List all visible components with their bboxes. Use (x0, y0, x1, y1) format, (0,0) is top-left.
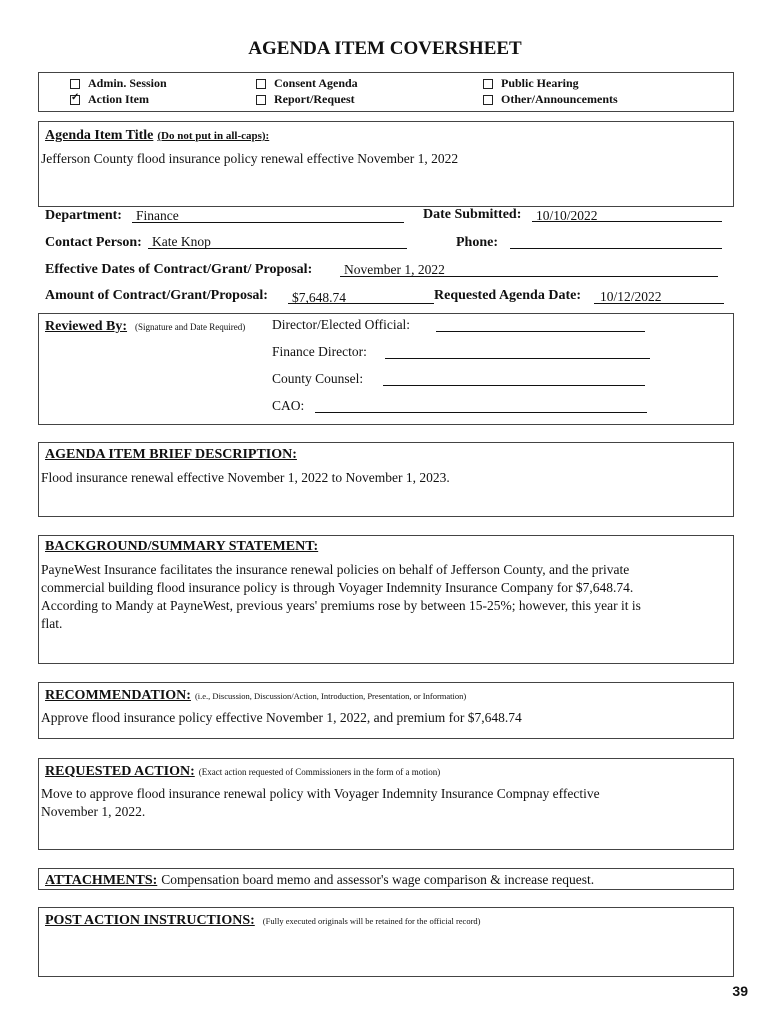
checkbox-icon[interactable] (256, 79, 266, 89)
phone-label: Phone: (456, 235, 498, 250)
agenda-title-heading (45, 126, 269, 144)
reviewed-by-heading (45, 317, 245, 335)
requested-date-label: Requested Agenda Date: (434, 288, 581, 303)
director-label: Director/Elected Official: (272, 317, 411, 332)
checkbox-action-item[interactable] (70, 92, 149, 107)
department-value[interactable]: Finance (136, 208, 179, 223)
checked-checkbox-icon[interactable] (70, 95, 80, 105)
page-number: 39 (732, 983, 748, 999)
reviewed-by-label: Reviewed By: (45, 319, 128, 334)
brief-description-text[interactable]: Flood insurance renewal effective November 1, 2022 to November 1, 2023. (41, 470, 450, 485)
attachments-row (45, 871, 594, 889)
post-action-label: POST ACTION INSTRUCTIONS: (45, 913, 255, 928)
background-line: flat. (41, 616, 63, 631)
effective-dates-label: Effective Dates of Contract/Grant/ Proposal: (45, 262, 313, 277)
background-line: commercial building flood insurance policy is through Voyager Indemnity Insurance Company for $7,648.74. (41, 580, 634, 595)
director-signature-line[interactable] (436, 316, 645, 332)
cao-signature-line[interactable] (315, 397, 647, 413)
checkbox-label: Action Item (88, 92, 149, 106)
requested-action-heading (45, 762, 440, 780)
checkbox-public-hearing[interactable] (483, 76, 579, 91)
requested-action-note: (Exact action requested of Commissioners in the form of a motion) (198, 767, 441, 777)
department-label: Department: (45, 208, 122, 223)
finance-director-signature-line[interactable] (385, 343, 650, 359)
requested-action-line: November 1, 2022. (41, 804, 146, 819)
requested-action-line: Move to approve flood insurance renewal policy with Voyager Indemnity Insurance Compnay effective (41, 786, 600, 801)
checkbox-icon[interactable] (483, 79, 493, 89)
background-line: According to Mandy at PayneWest, previous years' premiums rose by between 15-25%; however, this year it is (41, 598, 641, 613)
checkbox-label: Public Hearing (501, 76, 579, 90)
requested-action-label: REQUESTED ACTION: (45, 764, 195, 779)
post-action-heading (45, 911, 481, 929)
checkbox-icon[interactable] (483, 95, 493, 105)
county-counsel-label: County Counsel: (272, 371, 364, 386)
contact-person-value[interactable]: Kate Knop (152, 234, 211, 249)
checkbox-other-announcements[interactable] (483, 92, 618, 107)
attachments-text[interactable]: Compensation board memo and assessor's wage comparison & increase request. (161, 872, 595, 887)
requested-action-text[interactable] (41, 785, 600, 821)
recommendation-text[interactable]: Approve flood insurance policy effective November 1, 2022, and premium for $7,648.74 (41, 710, 522, 725)
post-action-note: (Fully executed originals will be retained for the official record) (262, 916, 481, 926)
attachments-label: ATTACHMENTS: (45, 873, 158, 888)
brief-description-label: AGENDA ITEM BRIEF DESCRIPTION: (45, 447, 297, 462)
page-title: AGENDA ITEM COVERSHEET (248, 38, 522, 59)
recommendation-note: (i.e., Discussion, Discussion/Action, Introduction, Presentation, or Information) (194, 691, 467, 701)
amount-label: Amount of Contract/Grant/Proposal: (45, 288, 268, 303)
agenda-title-label: Agenda Item Title (45, 128, 154, 143)
checkbox-admin-session[interactable] (70, 76, 167, 91)
background-label: BACKGROUND/SUMMARY STATEMENT: (45, 539, 319, 554)
checkbox-report-request[interactable] (256, 92, 355, 107)
checkbox-icon[interactable] (256, 95, 266, 105)
requested-date-value[interactable]: 10/12/2022 (600, 289, 662, 304)
recommendation-label: RECOMMENDATION: (45, 688, 191, 703)
amount-value[interactable]: $7,648.74 (292, 290, 346, 305)
date-submitted-label: Date Submitted: (423, 207, 522, 222)
phone-line[interactable] (510, 233, 722, 249)
background-line: PayneWest Insurance facilitates the insurance renewal policies on behalf of Jefferson County, and the private (41, 562, 630, 577)
county-counsel-signature-line[interactable] (383, 370, 645, 386)
checkbox-consent-agenda[interactable] (256, 76, 358, 91)
recommendation-heading (45, 686, 466, 704)
date-submitted-value[interactable]: 10/10/2022 (536, 208, 598, 223)
contact-person-label: Contact Person: (45, 235, 142, 250)
cao-label: CAO: (272, 398, 305, 413)
agenda-title-value[interactable]: Jefferson County flood insurance policy renewal effective November 1, 2022 (41, 151, 459, 166)
finance-director-label: Finance Director: (272, 344, 367, 359)
checkbox-label: Other/Announcements (501, 92, 618, 106)
agenda-title-note: (Do not put in all-caps): (157, 130, 270, 142)
background-text[interactable] (41, 561, 641, 633)
checkbox-label: Report/Request (274, 92, 355, 106)
checkbox-label: Consent Agenda (274, 76, 358, 90)
effective-dates-value[interactable]: November 1, 2022 (344, 262, 445, 277)
reviewed-by-note: (Signature and Date Required) (135, 322, 246, 332)
checkbox-icon[interactable] (70, 79, 80, 89)
checkbox-label: Admin. Session (88, 76, 167, 90)
